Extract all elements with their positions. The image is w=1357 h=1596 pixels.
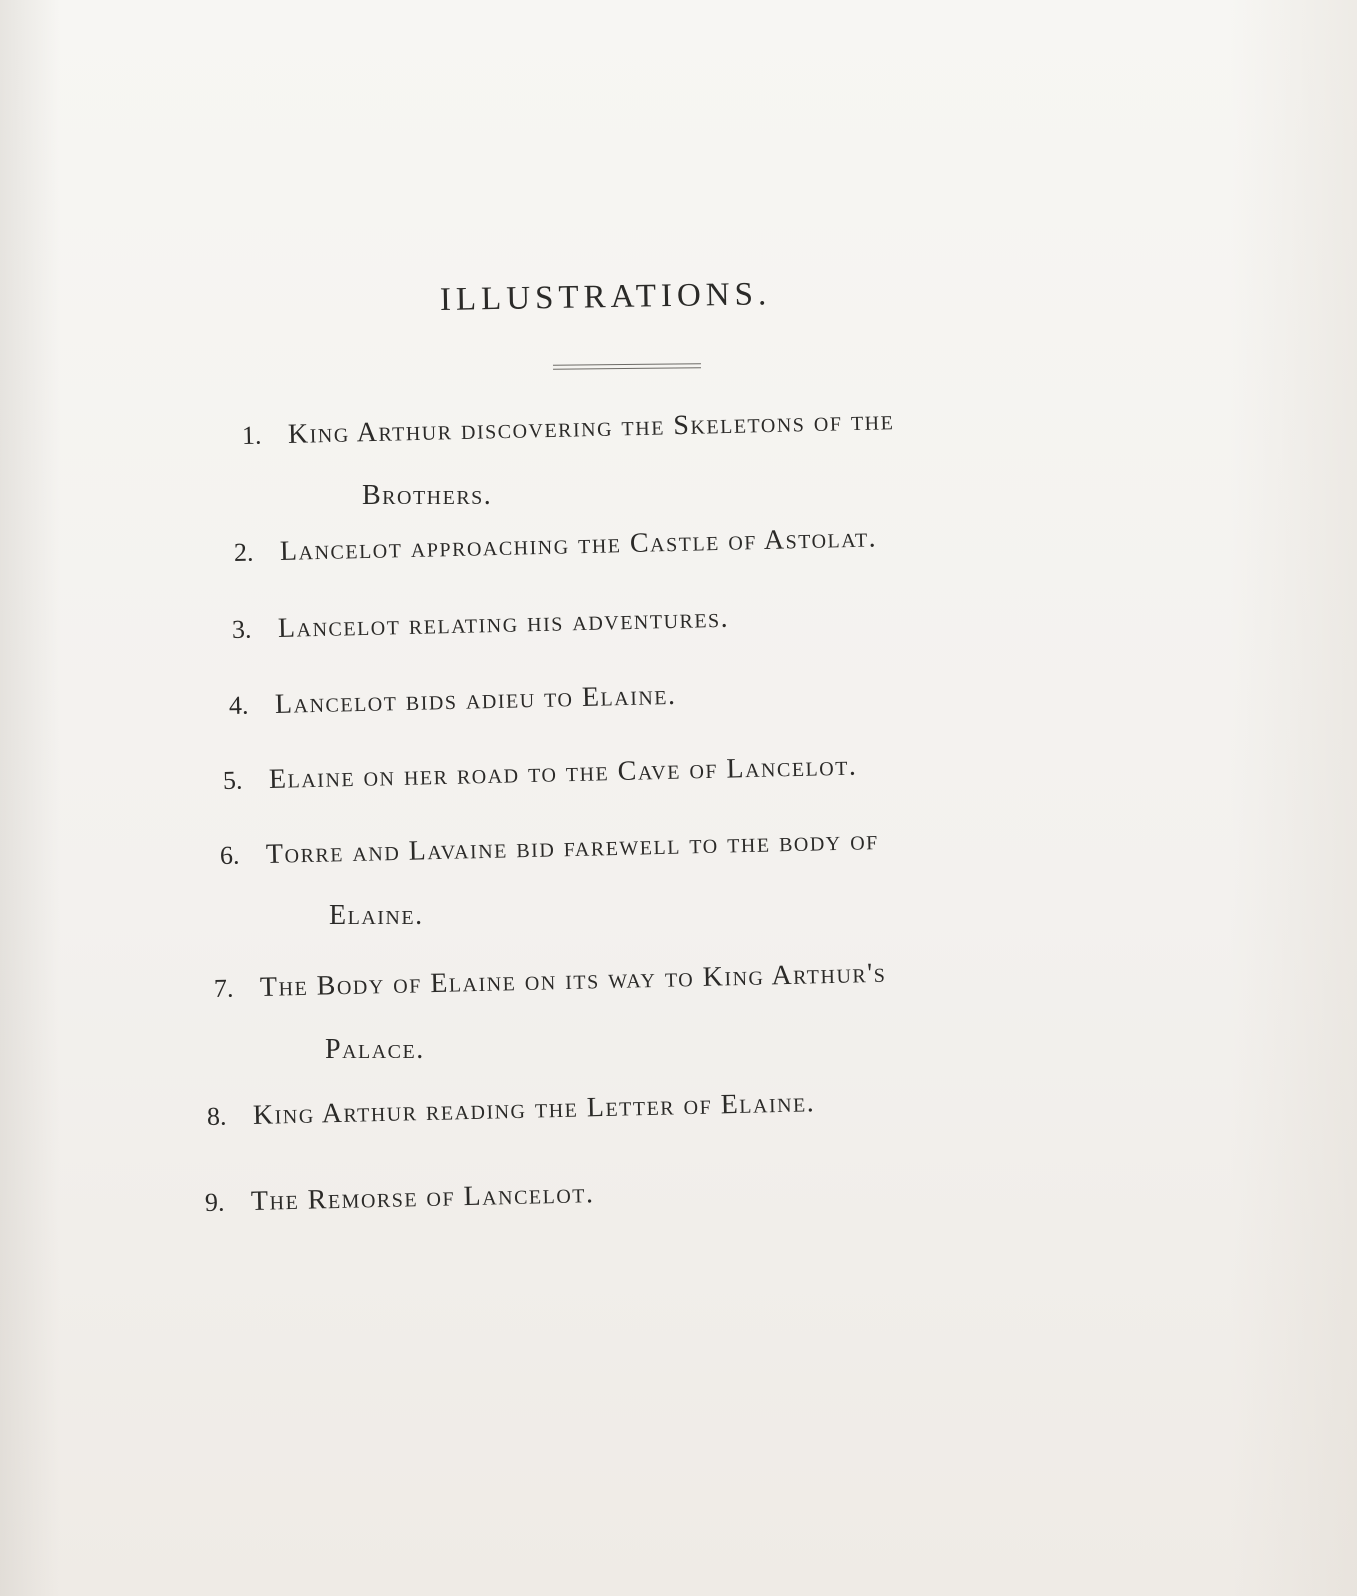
entry-number: 9. — [204, 1187, 225, 1217]
title-double-rule — [553, 363, 701, 370]
entry-text: The Body of Elaine on its way to King Arthur's — [259, 957, 887, 1003]
entry-continuation-1: Brothers. — [362, 480, 493, 511]
entry-text: King Arthur reading the Letter of Elaine. — [252, 1087, 816, 1131]
page-title: ILLUSTRATIONS. — [439, 276, 772, 318]
entry-number: 2. — [233, 537, 254, 567]
illustration-entry-1 — [242, 405, 895, 452]
illustration-entry-2 — [234, 522, 878, 569]
entry-text: Torre and Lavaine bid farewell to the body of — [265, 825, 880, 870]
entry-text: The Remorse of Lancelot. — [250, 1178, 595, 1217]
entry-number: 8. — [206, 1101, 227, 1131]
entry-number: 1. — [241, 420, 262, 450]
illustration-entry-9 — [205, 1178, 595, 1219]
entry-continuation-7: Palace. — [325, 1034, 425, 1065]
entry-number: 5. — [222, 765, 243, 795]
entry-text: Lancelot approaching the Castle of Astolat. — [279, 522, 878, 567]
illustration-entry-8 — [207, 1087, 816, 1133]
entry-number: 6. — [219, 840, 240, 870]
illustration-entry-5 — [223, 751, 858, 797]
illustration-entry-7 — [214, 958, 887, 1005]
entry-text: Lancelot relating his adventures. — [277, 602, 730, 644]
illustration-entry-3 — [232, 603, 730, 646]
entry-number: 4. — [228, 690, 249, 720]
entry-text: King Arthur discovering the Skeletons of the — [287, 405, 895, 450]
entry-text: Elaine on her road to the Cave of Lancelot. — [268, 750, 858, 795]
entry-continuation-6: Elaine. — [329, 900, 424, 931]
entry-number: 7. — [213, 973, 234, 1003]
entry-number: 3. — [231, 614, 252, 644]
illustration-entry-6 — [220, 825, 879, 872]
entry-text: Lancelot bids adieu to Elaine. — [274, 679, 677, 720]
illustration-entry-4 — [229, 680, 677, 722]
